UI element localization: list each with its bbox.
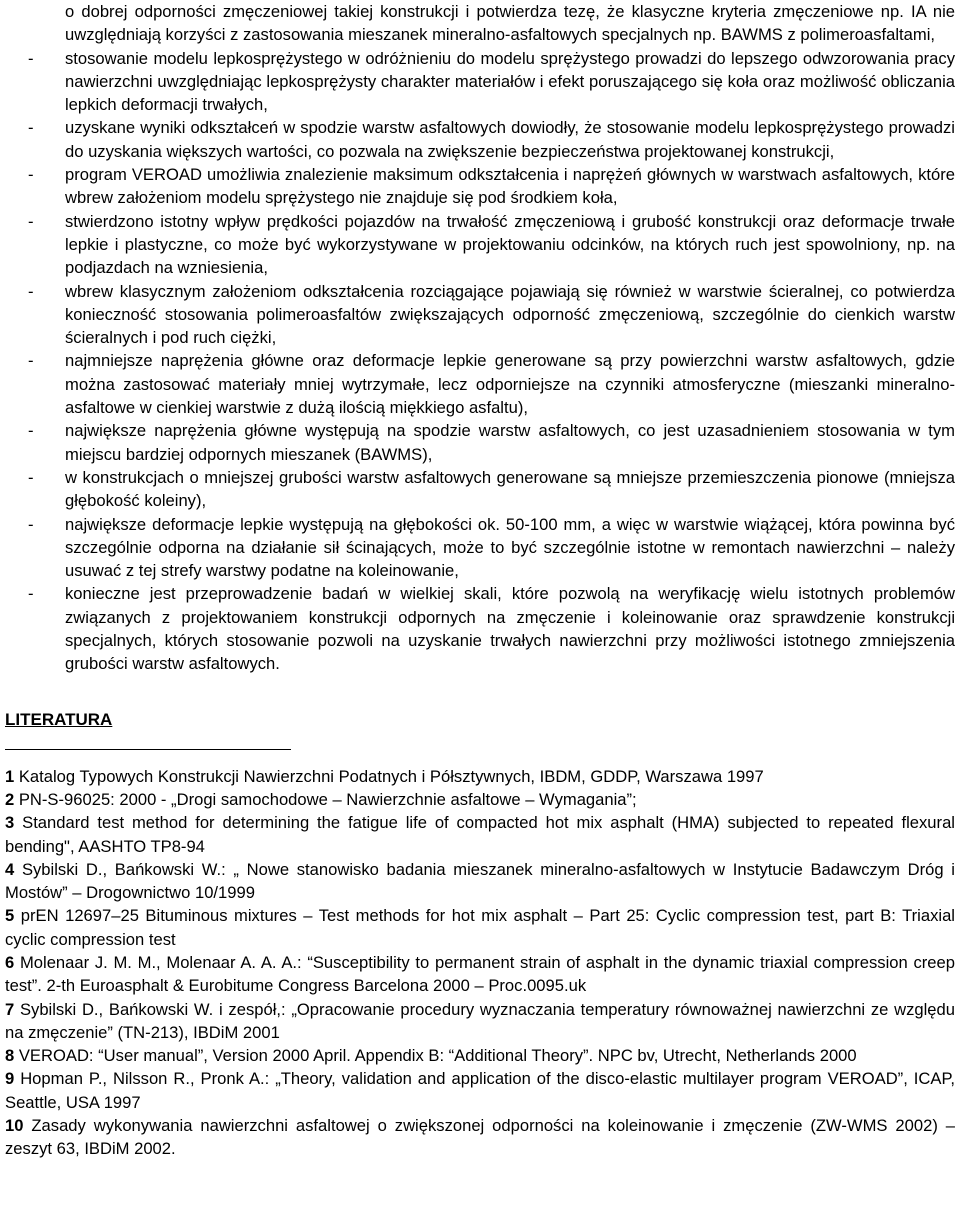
continuation-paragraph: o dobrej odporności zmęczeniowej takiej konstrukcji i potwierdza tezę, że klasyczne kryteria zmęczeniowe np. IA nie uwzględniają korzyści z zastosowania mieszanek mineralno-asfaltowych specjalnych np. BAWMS z polimeroasfaltami,	[65, 2, 955, 45]
conclusion-item	[5, 513, 955, 583]
bullet-dash: -	[28, 421, 34, 441]
reference-number: 4	[5, 859, 15, 879]
section-divider	[5, 749, 291, 750]
conclusion-item	[5, 116, 955, 163]
conclusion-text: największe naprężenia główne występują na spodzie warstw asfaltowych, co jest uzasadnieniem stosowania w tym miejscu bardziej odpornych mieszanek (BAWMS),	[65, 421, 955, 464]
reference-item	[5, 904, 955, 951]
reference-item	[5, 1114, 955, 1161]
conclusion-text: program VEROAD umożliwia znalezienie maksimum odkształcenia i naprężeń głównych w warstwach asfaltowych, które wbrew założeniom modelu sprężystego nie znajduje się pod środkiem koła,	[65, 165, 955, 208]
conclusion-item	[5, 47, 955, 117]
conclusion-text: konieczne jest przeprowadzenie badań w wielkiej skali, które pozwolą na weryfikację wielu istotnych problemów związanych z projektowaniem konstrukcji odpornych na zmęczenie i koleinowanie oraz sprawdzenie konstrukcji specjalnych, których stosowanie pozwoli na uzyskanie trwałych nawierzchni przy możliwości istotnego zmniejszenia grubości warstw asfaltowych.	[65, 584, 955, 674]
conclusion-item	[5, 163, 955, 210]
reference-text: Standard test method for determining the fatigue life of compacted hot mix asphalt (HMA) subjected to repeated flexural bending", AASHTO TP8-94	[5, 813, 955, 856]
reference-text: Sybilski D., Bańkowski W. i zespół,: „Opracowanie procedury wyznaczania temperatury równoważnej nawierzchni ze względu na zmęczenie” (TN-213), IBDiM 2001	[5, 999, 955, 1042]
conclusion-item	[5, 210, 955, 280]
reference-number: 9	[5, 1069, 15, 1089]
reference-number: 2	[5, 789, 15, 809]
reference-text: PN-S-96025: 2000 - „Drogi samochodowe – Nawierzchnie asfaltowe – Wymagania”;	[18, 789, 637, 809]
conclusion-item	[5, 419, 955, 466]
bullet-dash: -	[28, 467, 34, 487]
conclusion-text: stwierdzono istotny wpływ prędkości pojazdów na trwałość zmęczeniową i grubość konstrukcji oraz deformacje trwałe lepkie i plastyczne, co może być wykorzystywane w projektowaniu odcinków, na których ruch jest spowolniony, np. na podjazdach na wzniesienia,	[65, 211, 955, 278]
literature-heading: LITERATURA	[5, 709, 113, 729]
conclusion-text: stosowanie modelu lepkosprężystego w odróżnieniu do modelu sprężystego prowadzi do lepszego odwzorowania pracy nawierzchni uwzględniając lepkosprężysty charakter materiałów i efekt poruszającego się koła oraz możliwość obliczania lepkich deformacji trwałych,	[65, 48, 955, 115]
conclusion-text: uzyskane wyniki odkształceń w spodzie warstw asfaltowych dowiodły, że stosowanie modelu lepkosprężystego prowadzi do uzyskania większych wartości, co pozwala na zwiększenie bezpieczeństwa projektowanej konstrukcji,	[65, 118, 955, 161]
bullet-dash: -	[28, 118, 34, 138]
bullet-dash: -	[28, 514, 34, 534]
reference-item	[5, 858, 955, 905]
reference-number: 5	[5, 906, 15, 926]
conclusions-list	[5, 47, 955, 676]
references-list	[5, 765, 955, 1161]
reference-number: 10	[5, 1116, 24, 1136]
conclusion-text: wbrew klasycznym założeniom odkształcenia rozciągające pojawiają się również w warstwie ścieralnej, co potwierdza konieczność stosowania polimeroasfaltów zwiększających odporność zmęczeniową, szczególnie do cienkich warstw ścieralnych i pod ruch ciężki,	[65, 281, 955, 348]
reference-item	[5, 1044, 955, 1067]
conclusion-item	[5, 582, 955, 675]
bullet-dash: -	[28, 351, 34, 371]
reference-item	[5, 811, 955, 858]
reference-number: 8	[5, 1046, 15, 1066]
reference-text: prEN 12697–25 Bituminous mixtures – Test methods for hot mix asphalt – Part 25: Cyclic compression test, part B: Triaxial cyclic compression test	[5, 906, 955, 949]
reference-item	[5, 765, 955, 788]
bullet-dash: -	[28, 165, 34, 185]
reference-text: Sybilski D., Bańkowski W.: „ Nowe stanowisko badania mieszanek mineralno-asfaltowych w Instytucie Badawczym Dróg i Mostów” – Drogownictwo 10/1999	[5, 859, 955, 903]
conclusion-text: najmniejsze naprężenia główne oraz deformacje lepkie generowane są przy powierzchni warstw asfaltowych, gdzie można zastosować materiały mniej wytrzymałe, lecz odporniejsze na czynniki atmosferyczne (mieszanki mineralno-asfaltowe w cienkiej warstwie z dużą ilością miękkiego asfaltu),	[65, 351, 955, 418]
reference-text: Molenaar J. M. M., Molenaar A. A. A.: “Susceptibility to permanent strain of asphalt in the dynamic triaxial compression creep test”. 2-th Euroasphalt & Eurobitume Congress Barcelona 2000 – Proc.0095.uk	[5, 952, 955, 996]
conclusion-text: największe deformacje lepkie występują na głębokości ok. 50-100 mm, a więc w warstwie wiążącej, która powinna być szczególnie odporna na działanie sił ścinających, może to być szczególnie istotne w remontach nawierzchni – należy usuwać z tej strefy warstwy podatne na koleinowanie,	[65, 514, 955, 581]
bullet-dash: -	[28, 48, 34, 68]
bullet-dash: -	[28, 584, 34, 604]
reference-text: Hopman P., Nilsson R., Pronk A.: „Theory, validation and application of the disco-elastic multilayer program VEROAD”, ICAP, Seattle, USA 1997	[5, 1069, 955, 1112]
reference-item	[5, 788, 955, 811]
reference-number: 7	[5, 999, 15, 1019]
bullet-dash: -	[28, 211, 34, 231]
reference-number: 3	[5, 813, 15, 833]
reference-number: 6	[5, 952, 15, 972]
reference-text: Zasady wykonywania nawierzchni asfaltowej o zwiększonej odporności na koleinowanie i zmęczenie (ZW-WMS 2002) – zeszyt 63, IBDiM 2002.	[5, 1116, 955, 1159]
reference-number: 1	[5, 766, 15, 786]
bullet-dash: -	[28, 281, 34, 301]
reference-text: VEROAD: “User manual”, Version 2000 April. Appendix B: “Additional Theory”. NPC bv, Utrecht, Netherlands 2000	[18, 1046, 857, 1066]
reference-item	[5, 998, 955, 1045]
conclusion-text: w konstrukcjach o mniejszej grubości warstw asfaltowych generowane są mniejsze przemieszczenia pionowe (mniejsza głębokość koleiny),	[65, 467, 955, 511]
reference-item	[5, 951, 955, 998]
conclusion-item	[5, 280, 955, 350]
reference-text: Katalog Typowych Konstrukcji Nawierzchni Podatnych i Półsztywnych, IBDM, GDDP, Warszawa 1997	[18, 766, 764, 786]
conclusion-item	[5, 466, 955, 513]
reference-item	[5, 1067, 955, 1114]
conclusion-item	[5, 349, 955, 419]
